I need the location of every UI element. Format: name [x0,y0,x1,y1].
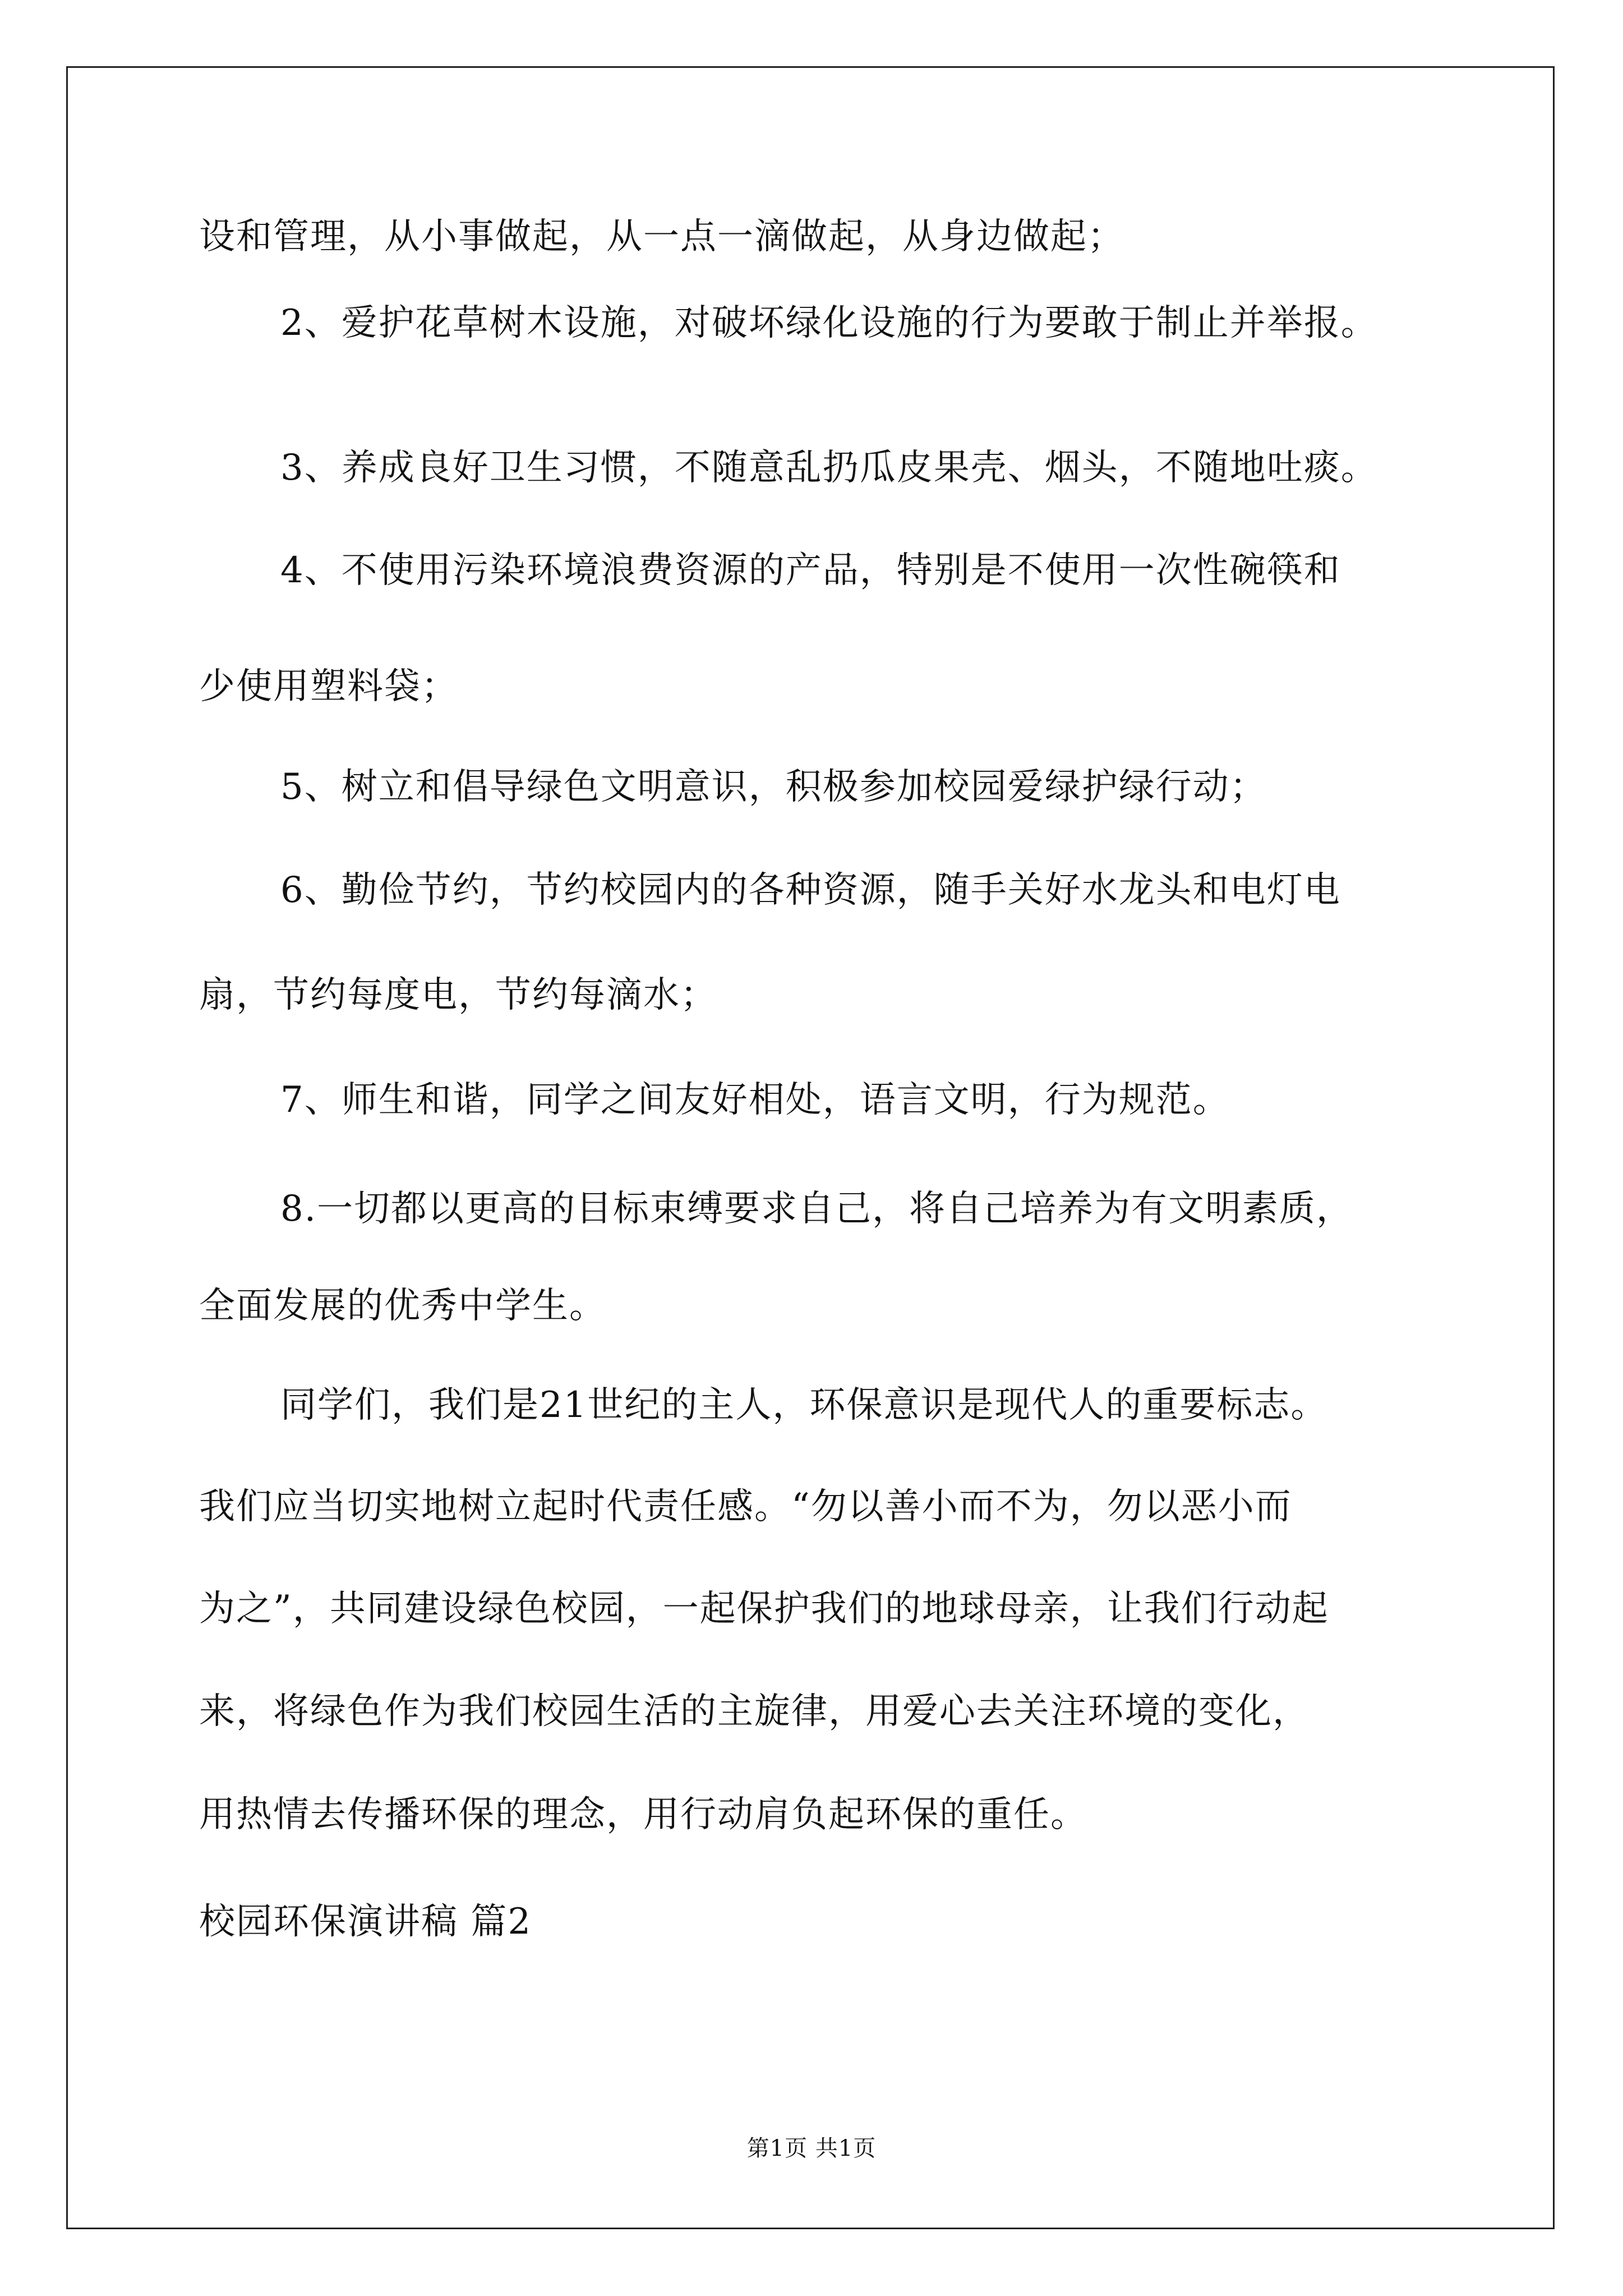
text-line-9: 7、师生和谐，同学之间友好相处，语言文明，行为规范。 [280,1079,1230,1121]
text-line-15: 来，将绿色作为我们校园生活的主旋律，用爱心去关注环境的变化， [199,1691,1310,1732]
text-line-10: 8.一切都以更高的目标束缚要求自己，将自己培养为有文明素质， [280,1188,1354,1230]
text-line-12: 同学们，我们是21世纪的主人，环保意识是现代人的重要标志。 [280,1384,1328,1426]
text-line-14: 为之”，共同建设绿色校园，一起保护我们的地球母亲，让我们行动起 [199,1588,1329,1630]
text-line-16: 用热情去传播环保的理念，用行动肩负起环保的重任。 [199,1794,1087,1835]
section-heading: 校园环保演讲稿 篇2 [199,1901,532,1943]
text-line-7: 6、勤俭节约，节约校园内的各种资源，随手关好水龙头和电灯电 [280,869,1341,911]
text-line-8: 扇，节约每度电，节约每滴水； [199,974,717,1016]
text-line-2: 2、爱护花草树木设施，对破坏绿化设施的行为要敢于制止并举报。 [280,302,1378,344]
text-line-5: 少使用塑料袋； [199,666,458,707]
text-line-6: 5、树立和倡导绿色文明意识，积极参加校园爱绿护绿行动； [280,766,1267,808]
text-line-3: 3、养成良好卫生习惯，不随意乱扔瓜皮果壳、烟头，不随地吐痰。 [280,447,1378,489]
text-line-13: 我们应当切实地树立起时代责任感。“勿以善小而不为，勿以恶小而 [199,1486,1292,1527]
text-line-11: 全面发展的优秀中学生。 [199,1285,606,1327]
text-line-4: 4、不使用污染环境浪费资源的产品，特别是不使用一次性碗筷和 [280,550,1341,591]
page-footer: 第1页 共1页 [746,2136,877,2161]
text-line-1: 设和管理，从小事做起，从一点一滴做起，从身边做起； [199,216,1124,257]
